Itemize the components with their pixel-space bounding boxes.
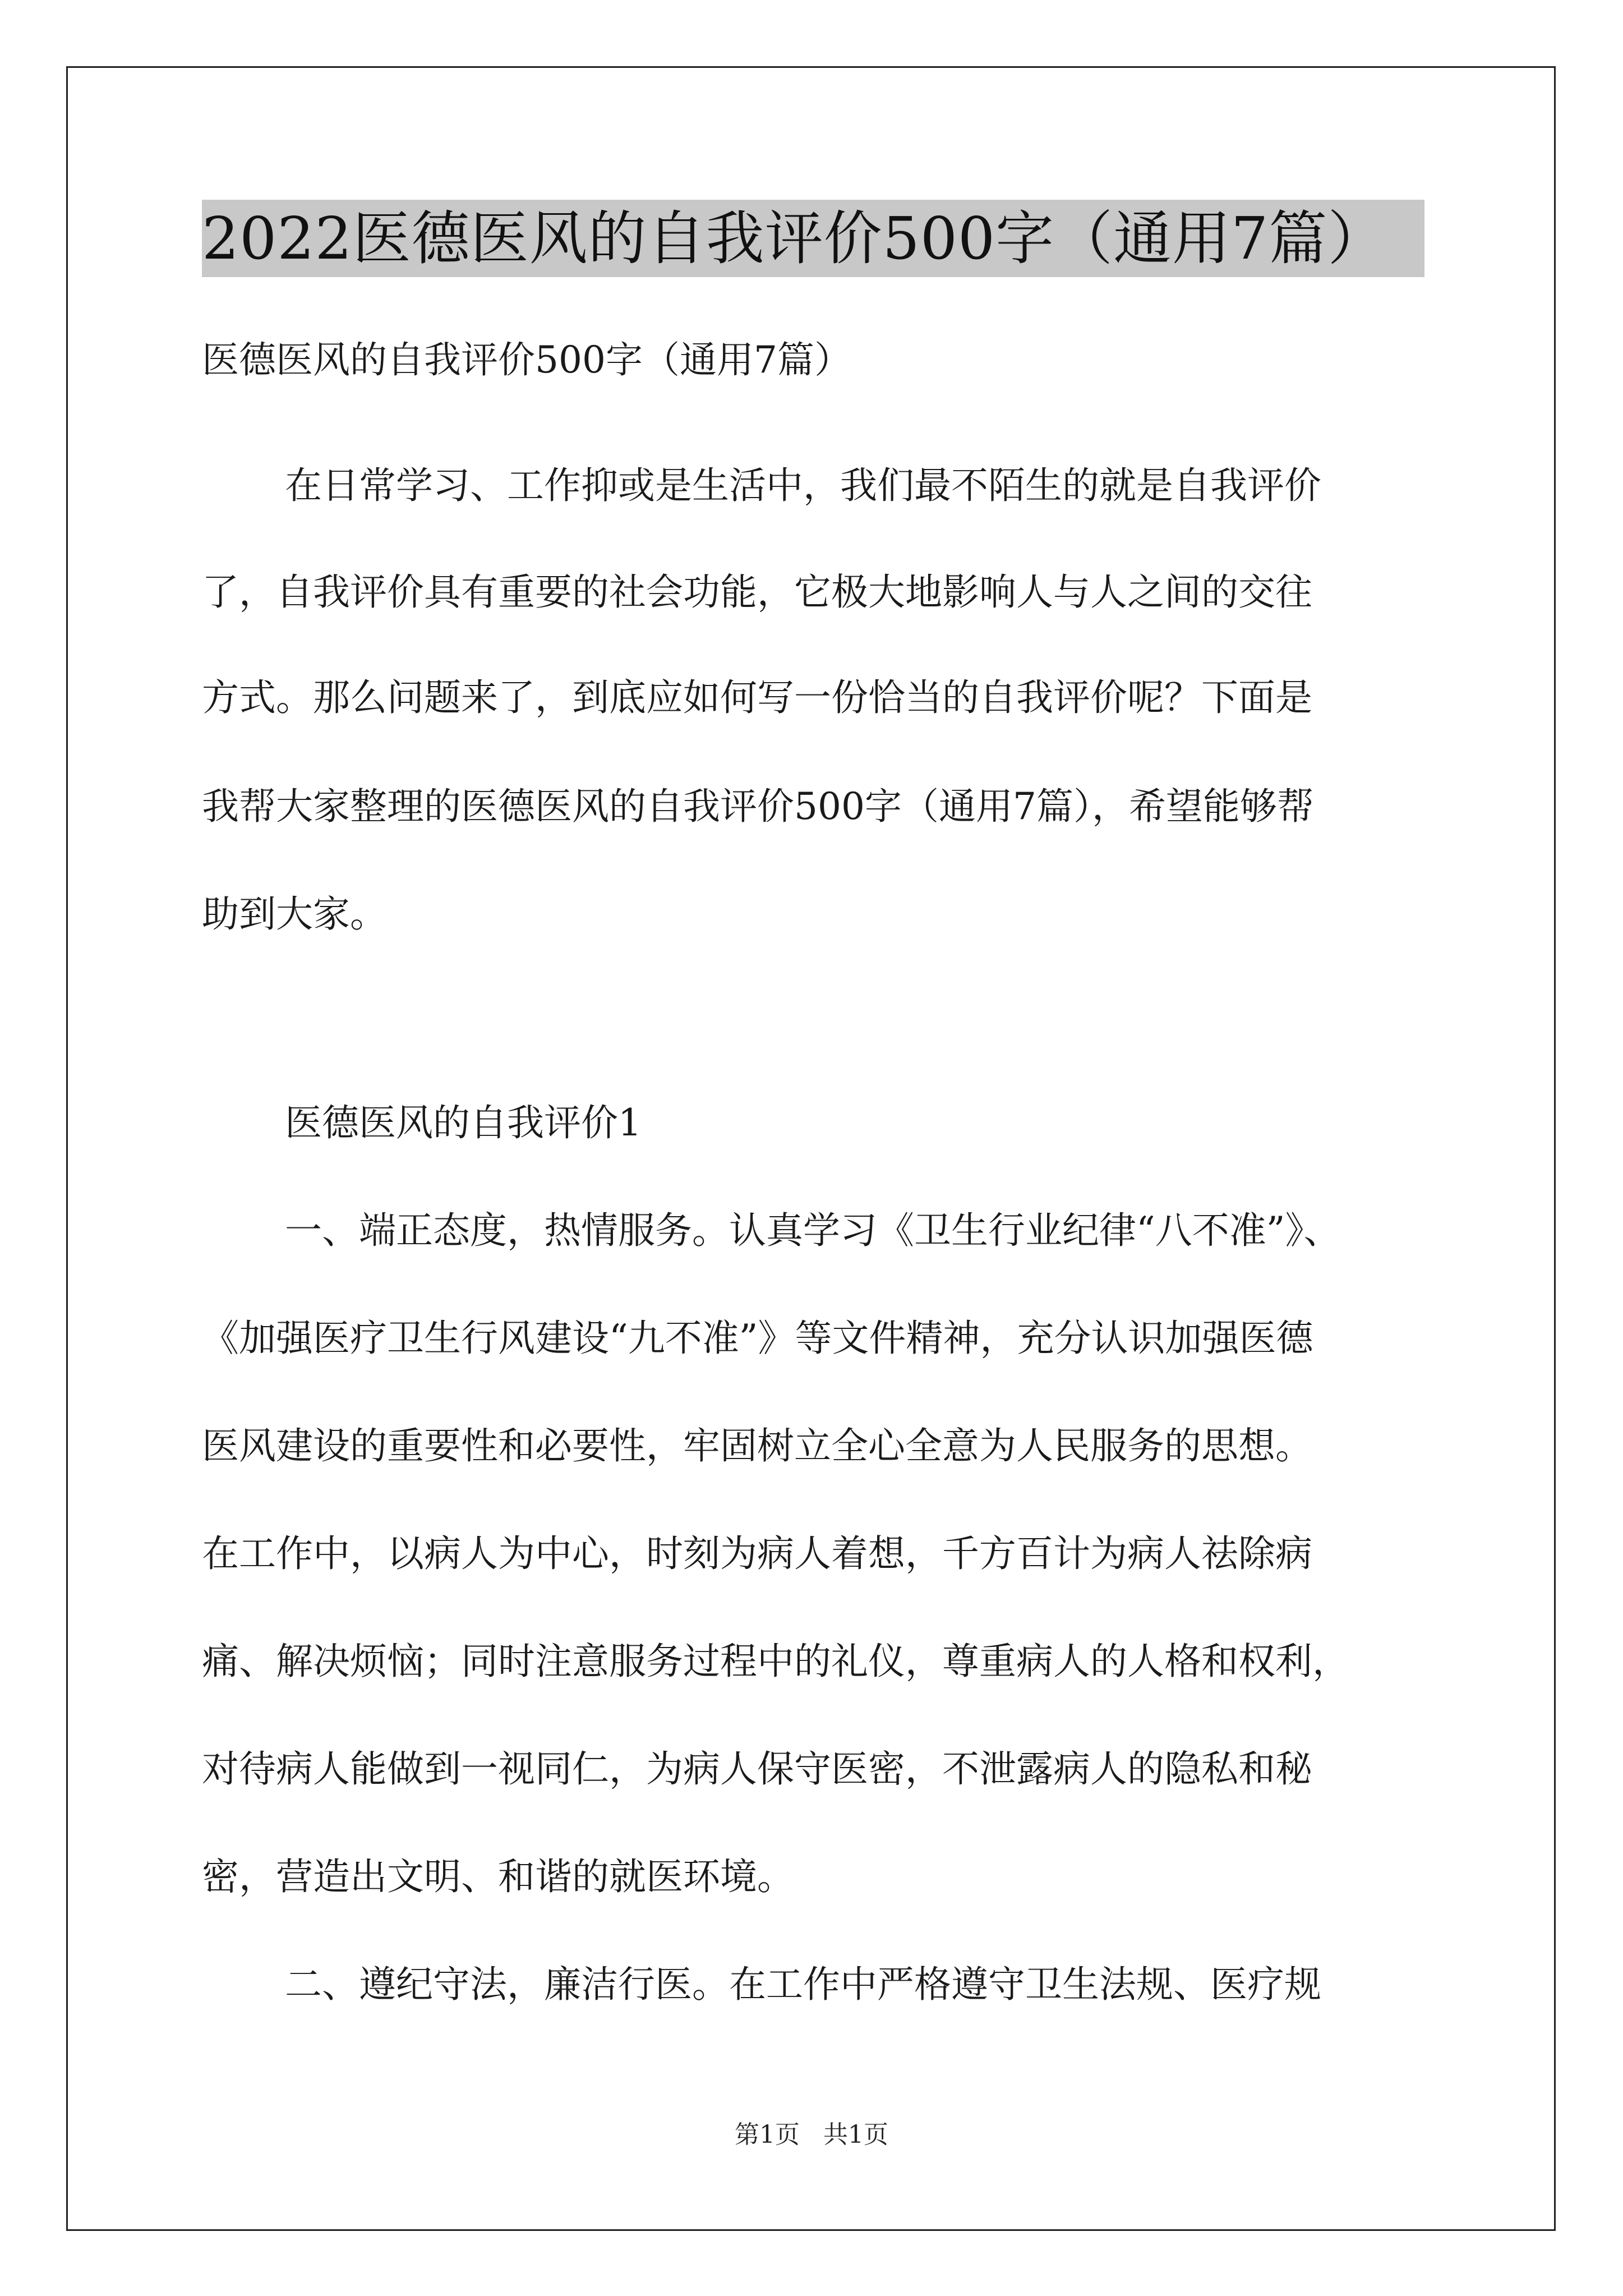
- document-title: 2022医德医风的自我评价500字（通用7篇）: [202, 200, 1424, 277]
- section-line: 在工作中，以病人为中心，时刻为病人着想，千方百计为病人祛除病: [202, 1532, 1312, 1575]
- section-line: 医风建设的重要性和必要性，牢固树立全心全意为人民服务的思想。: [202, 1424, 1312, 1467]
- page-footer: [0, 2119, 1623, 2151]
- page-border: [66, 66, 1556, 2231]
- section-line: 二、遵纪守法，廉洁行医。在工作中严格遵守卫生法规、医疗规: [285, 1963, 1321, 2006]
- section-line: 《加强医疗卫生行风建设“九不准”》等文件精神，充分认识加强医德: [202, 1317, 1313, 1360]
- intro-line: 助到大家。: [202, 892, 387, 936]
- page-total: 共1页: [823, 2120, 888, 2149]
- intro-line: 在日常学习、工作抑或是生活中，我们最不陌生的就是自我评价: [285, 464, 1321, 507]
- document-subtitle: 医德医风的自我评价500字（通用7篇）: [202, 338, 851, 381]
- intro-line: 了，自我评价具有重要的社会功能，它极大地影响人与人之间的交往: [202, 570, 1312, 614]
- page-number: 第1页: [735, 2120, 800, 2149]
- intro-line: 我帮大家整理的医德医风的自我评价500字（通用7篇），希望能够帮: [202, 785, 1314, 828]
- section-heading: 医德医风的自我评价1: [285, 1101, 642, 1144]
- intro-line: 方式。那么问题来了，到底应如何写一份恰当的自我评价呢？下面是: [202, 676, 1312, 719]
- section-line: 痛、解决烦恼；同时注意服务过程中的礼仪，尊重病人的人格和权利，: [202, 1640, 1349, 1683]
- section-line: 密，营造出文明、和谐的就医环境。: [202, 1855, 794, 1898]
- section-line: 一、端正态度，热情服务。认真学习《卫生行业纪律“八不准”》、: [285, 1209, 1341, 1252]
- section-line: 对待病人能做到一视同仁，为病人保守医密，不泄露病人的隐私和秘: [202, 1747, 1312, 1791]
